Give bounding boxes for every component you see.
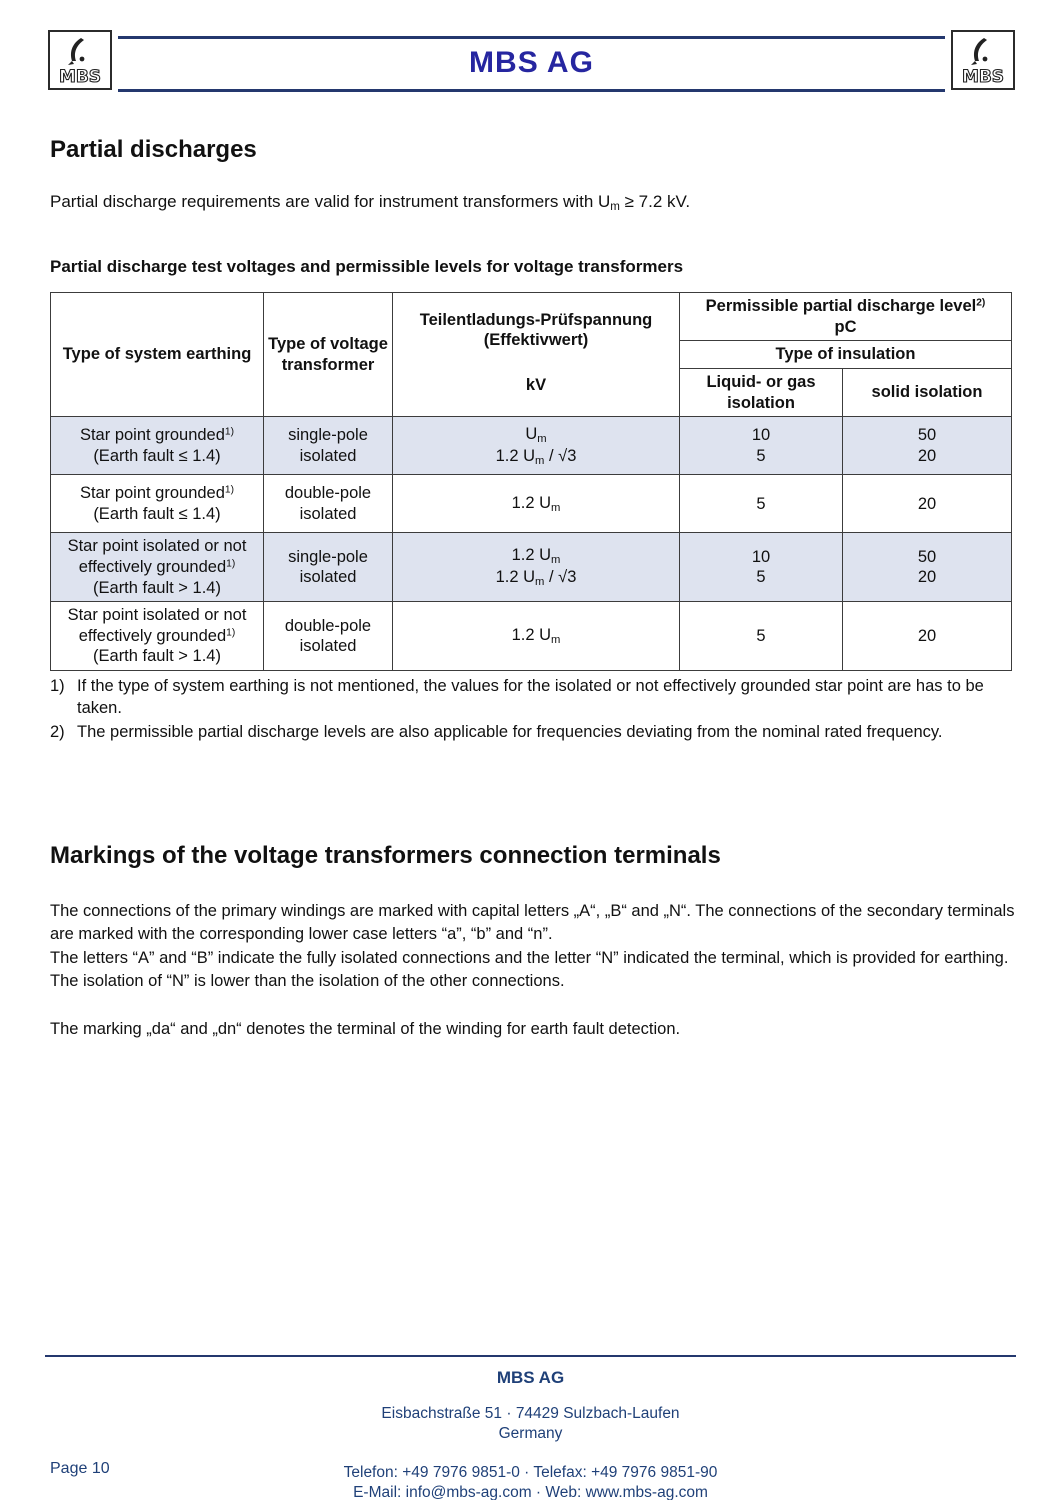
footer-address: Eisbachstraße 51 · 74429 Sulzbach-Laufen <box>381 1405 680 1422</box>
cell-liquid-gas-value <box>680 533 843 602</box>
svg-text:MBS: MBS <box>58 67 102 87</box>
intro-text: Partial discharge requirements are valid for instrument transformers with U <box>50 192 611 211</box>
main-content <box>0 136 1061 1041</box>
cell-solid-value <box>843 533 1012 602</box>
cell-test-voltage <box>393 602 680 671</box>
col-header-permissible-level <box>680 293 1012 341</box>
footnote-1-marker: 1) <box>50 677 65 696</box>
subscript-m: m <box>537 432 547 445</box>
kv-line1: U <box>525 424 538 443</box>
value: 10 <box>751 547 771 566</box>
earthing-text2: (Earth fault ≤ 1.4) <box>93 504 221 523</box>
mbs-logo-left <box>48 30 112 90</box>
footer-company-name: MBS AG <box>496 1368 565 1387</box>
footnote-2 <box>50 722 1015 744</box>
cell-solid-value <box>843 417 1012 475</box>
cell-transformer <box>264 417 393 475</box>
table-caption: Partial discharge test voltages and permissible levels for voltage transformers <box>50 257 684 277</box>
table-row <box>51 475 1012 533</box>
cell-solid-value: 20 <box>843 602 1012 671</box>
cell-test-voltage <box>393 533 680 602</box>
permissible-level-unit: pC <box>834 317 857 336</box>
page-number: Page 10 <box>50 1460 110 1477</box>
transformer-text2: isolated <box>299 637 357 656</box>
permissible-level-text: Permissible partial discharge level <box>705 297 977 316</box>
transformer-text2: isolated <box>299 504 357 523</box>
section-heading-partial-discharges: Partial discharges <box>50 136 257 163</box>
earthing-text2: effectively grounded <box>78 626 227 645</box>
kv-line2-post: / √3 <box>544 446 577 465</box>
partial-discharge-table <box>50 292 1012 671</box>
earthing-text: Star point grounded <box>79 484 225 503</box>
footnote-ref-2: 2) <box>976 297 986 309</box>
kv-line1: 1.2 U <box>511 546 552 565</box>
col-header-test-voltage <box>393 293 680 417</box>
value: 50 <box>917 426 937 445</box>
col-header-system-earthing: Type of system earthing <box>51 293 264 417</box>
kv-line2: 1.2 U <box>495 446 536 465</box>
footnote-1-text: If the type of system earthing is not mentioned, the values for the isolated or not effectively grounded star point are has to be taken. <box>77 677 984 718</box>
col-header-solid: solid isolation <box>843 369 1012 417</box>
cell-liquid-gas-value: 5 <box>680 475 843 533</box>
footnote-ref-1: 1) <box>224 484 235 496</box>
intro-paragraph <box>50 192 1015 213</box>
mbs-logo-right <box>951 30 1015 90</box>
cell-earthing <box>51 533 264 602</box>
table-row <box>51 533 1012 602</box>
cell-transformer <box>264 475 393 533</box>
cell-test-voltage <box>393 417 680 475</box>
value: 10 <box>751 426 771 445</box>
page-title: MBS AG <box>469 46 594 79</box>
earthing-text: Star point isolated or not <box>67 537 247 556</box>
cell-earthing <box>51 475 264 533</box>
footnote-ref-1: 1) <box>226 558 236 570</box>
footnote-1 <box>50 676 1015 720</box>
cell-transformer <box>264 602 393 671</box>
table-footnotes <box>50 676 1015 744</box>
test-voltage-line2: (Effektivwert) <box>483 331 589 350</box>
cell-liquid-gas-value <box>680 417 843 475</box>
kv-line2-post: / √3 <box>544 568 577 587</box>
markings-paragraph-2: The marking „da“ and „dn“ denotes the terminal of the winding for earth fault detection. <box>50 1019 681 1038</box>
footnote-ref-1: 1) <box>226 627 236 639</box>
test-voltage-unit: kV <box>525 376 547 395</box>
intro-text-post: ≥ 7.2 kV. <box>619 192 691 211</box>
svg-text:MBS: MBS <box>961 67 1005 87</box>
subscript-m: m <box>551 554 561 567</box>
transformer-text1: single-pole <box>288 547 368 566</box>
test-voltage-line1: Teilentladungs-Prüfspannung <box>419 310 653 329</box>
footer-email-web: E-Mail: info@mbs-ag.com · Web: www.mbs-ag.com <box>353 1484 708 1500</box>
cell-solid-value: 20 <box>843 475 1012 533</box>
markings-para1-text: The connections of the primary windings are marked with capital letters „A“, „B“ and „N“. The connections of the secondary terminals are marked with the corresponding lower case letters “a”, “b” and “n”. <box>50 901 1015 944</box>
transformer-text1: double-pole <box>284 616 372 635</box>
value: 20 <box>917 446 937 465</box>
earthing-text2: (Earth fault ≤ 1.4) <box>93 446 221 465</box>
footer-phone: Telefon: +49 7976 9851-0 · Telefax: +49 7976 9851-90 <box>343 1464 718 1481</box>
quill-icon <box>954 34 1012 88</box>
subscript-m: m <box>551 634 561 647</box>
transformer-text1: single-pole <box>288 426 368 445</box>
value: 5 <box>756 568 766 587</box>
value: 5 <box>756 446 766 465</box>
test-voltage-title <box>401 310 671 351</box>
subscript-m: m <box>610 201 620 214</box>
earthing-text: Star point isolated or not <box>67 606 247 625</box>
subscript-m: m <box>551 501 561 514</box>
col-header-insulation-type: Type of insulation <box>680 341 1012 369</box>
kv-line1: 1.2 U <box>511 626 552 645</box>
footnote-2-marker: 2) <box>50 722 65 741</box>
markings-paragraph-1 <box>50 900 1015 994</box>
table-row <box>51 417 1012 475</box>
earthing-text2: effectively grounded <box>78 557 227 576</box>
cell-test-voltage <box>393 475 680 533</box>
earthing-text3: (Earth fault > 1.4) <box>93 647 221 666</box>
earthing-text: Star point grounded <box>79 426 225 445</box>
value: 20 <box>917 568 937 587</box>
kv-line1: 1.2 U <box>511 493 552 512</box>
col-header-transformer-type: Type of voltage transformer <box>264 293 393 417</box>
cell-earthing <box>51 602 264 671</box>
page-header <box>0 0 1061 92</box>
section-heading-markings: Markings of the voltage transformers connection terminals <box>50 841 721 869</box>
cell-liquid-gas-value: 5 <box>680 602 843 671</box>
footnote-2-text: The permissible partial discharge levels are also applicable for frequencies deviating from the nominal rated frequency. <box>77 722 943 741</box>
quill-icon <box>51 34 109 88</box>
kv-line2: 1.2 U <box>495 568 536 587</box>
transformer-text1: double-pole <box>284 484 372 503</box>
page-footer <box>45 1355 1016 1500</box>
transformer-text2: isolated <box>299 446 357 465</box>
subscript-m: m <box>535 576 545 589</box>
table-row <box>51 602 1012 671</box>
cell-earthing <box>51 417 264 475</box>
footnote-ref-1: 1) <box>224 426 235 438</box>
header-rules <box>118 36 945 92</box>
earthing-text3: (Earth fault > 1.4) <box>93 578 221 597</box>
footer-country: Germany <box>498 1425 563 1442</box>
subscript-m: m <box>535 455 545 467</box>
transformer-text2: isolated <box>299 568 357 587</box>
value: 50 <box>917 547 937 566</box>
cell-transformer <box>264 533 393 602</box>
markings-para2-text: The letters “A” and “B” indicate the fully isolated connections and the letter “N” indicated the terminal, which is provided for earthing. The isolation of “N” is lower than the isolation of the other connections. <box>50 948 1009 991</box>
col-header-liquid-gas: Liquid- or gas isolation <box>680 369 843 417</box>
